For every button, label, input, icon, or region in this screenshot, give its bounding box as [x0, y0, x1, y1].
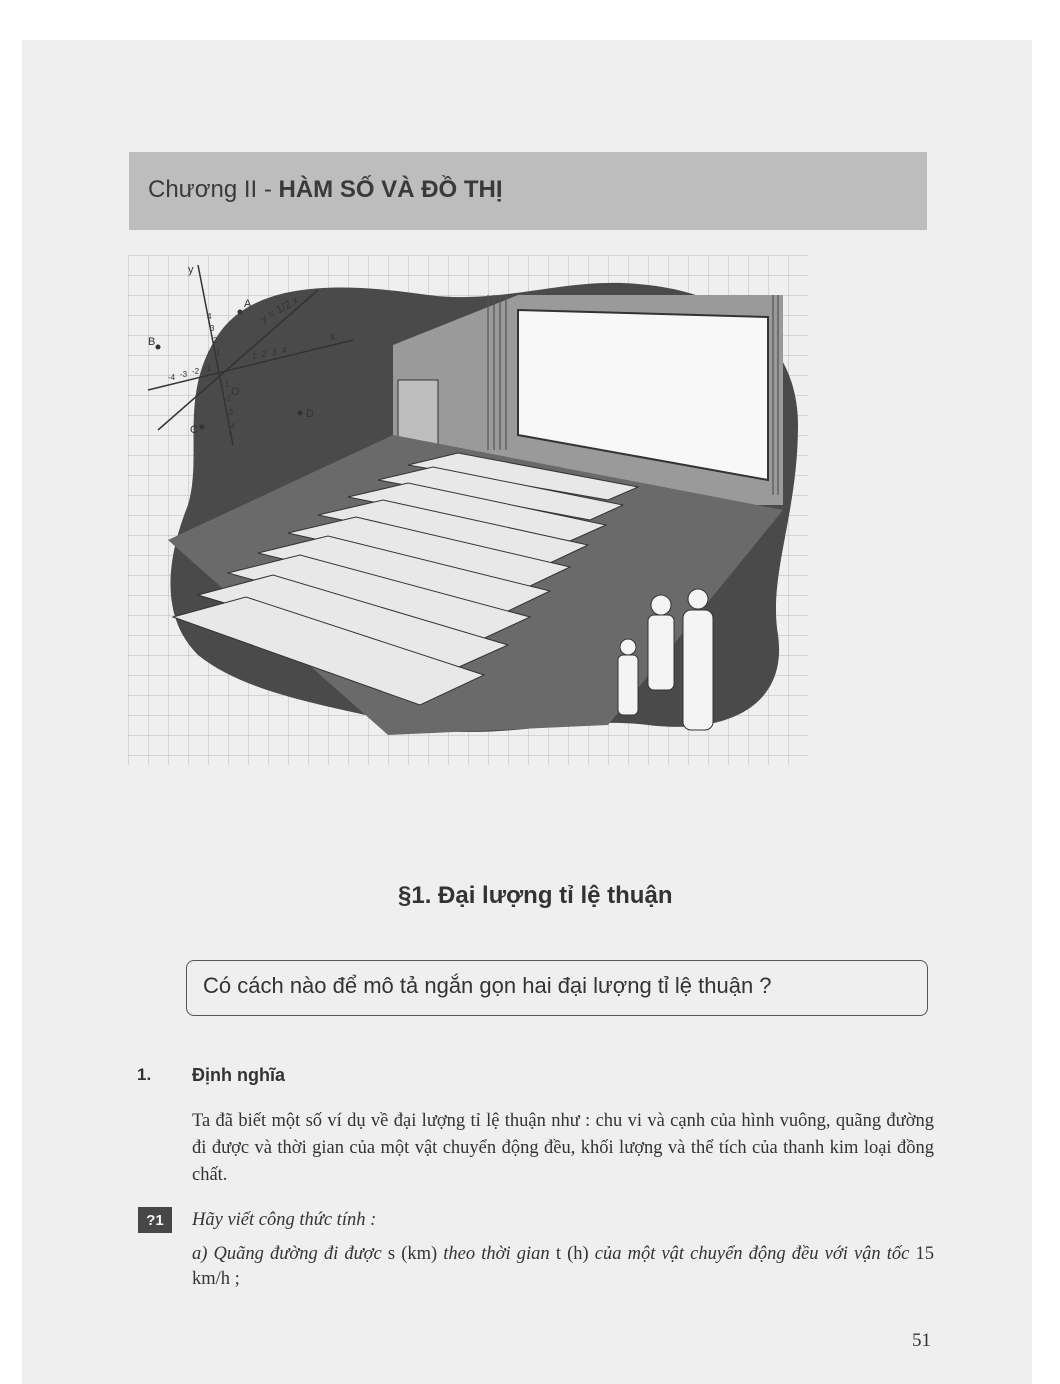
y-tick: 2 [213, 336, 218, 345]
point-a-marker [238, 310, 243, 315]
y-tick: -3 [226, 408, 234, 417]
page-number: 51 [912, 1330, 931, 1351]
task-a-var: s (km) [387, 1244, 438, 1264]
task-a-var: t (h) [555, 1244, 589, 1264]
task-a-text: của một vật chuyển động đều với vận tốc [594, 1244, 910, 1264]
task-a-var: 15 km/h ; [192, 1244, 935, 1289]
chapter-name: HÀM SỐ VÀ ĐỒ THỊ [278, 176, 503, 203]
y-tick: -4 [228, 422, 236, 431]
question-box [186, 960, 928, 1016]
question-badge: ?1 [138, 1207, 172, 1233]
definition-paragraph: Ta đã biết một số ví dụ về đại lượng tỉ lệ thuận như : chu vi và cạnh của hình vuông, quãng đường đi được và thời gian của một vật chuyển động đều, khối lượng và thể tích của thanh kim loại đồng chất. [192, 1111, 934, 1185]
point-c-label: C [190, 424, 198, 436]
definition-number: 1. [137, 1065, 152, 1084]
definition-heading: Định nghĩa [192, 1065, 285, 1085]
task-a-text: a) Quãng đường đi được [192, 1244, 382, 1264]
x-tick: -1 [204, 364, 212, 373]
cinema-illustration [128, 255, 808, 765]
point-b-label: B [148, 336, 156, 348]
y-tick: -2 [224, 394, 232, 403]
y-tick: 4 [207, 312, 212, 321]
point-c-marker [200, 425, 205, 430]
y-axis-label: y [188, 264, 194, 276]
point-d-label: D [306, 408, 314, 420]
y-tick: 3 [210, 324, 215, 333]
point-d-marker [298, 411, 303, 416]
y-tick: 1 [216, 348, 221, 357]
x-tick: -2 [192, 367, 200, 376]
x-tick: -3 [180, 370, 188, 379]
section-title: §1. Đại lượng tỉ lệ thuận [398, 882, 673, 909]
x-tick: 4 [282, 346, 287, 355]
line-equation-label: y = 1/2 x [258, 294, 301, 326]
x-tick: 2 [262, 350, 267, 359]
x-tick: 3 [272, 348, 277, 357]
x-tick: -4 [168, 373, 176, 382]
task-part-a [192, 1242, 934, 1292]
point-b-marker [156, 345, 161, 350]
origin-label: O [231, 386, 240, 398]
y-tick: -1 [222, 380, 230, 389]
x-axis-label: x [330, 331, 336, 343]
question-text: Có cách nào để mô tả ngắn gọn hai đại lượng tỉ lệ thuận ? [203, 973, 772, 998]
point-a-label: A [244, 298, 252, 310]
chapter-title [148, 176, 503, 204]
task-a-text: theo thời gian [443, 1244, 550, 1264]
chapter-prefix: Chương II - [148, 176, 279, 203]
task-intro: Hãy viết công thức tính : [192, 1210, 377, 1230]
x-tick: 1 [252, 352, 257, 361]
